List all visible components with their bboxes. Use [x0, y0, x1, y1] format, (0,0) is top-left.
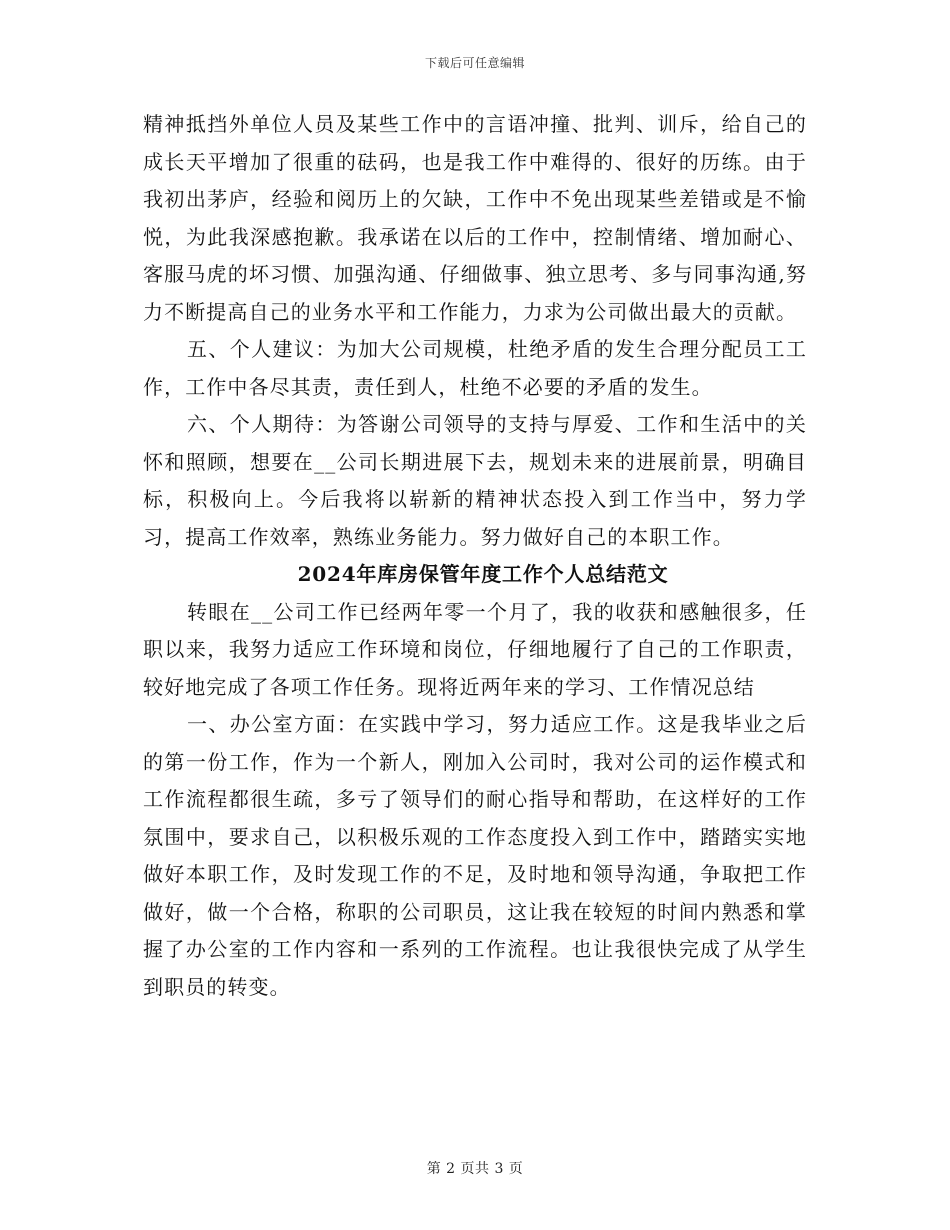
document-body: [143, 106, 807, 1006]
document-title: 2024年库房保管年度工作个人总结范文: [297, 562, 669, 586]
paragraph-intro: 转眼在__公司工作已经两年零一个月了，我的收获和感触很多，任职以来，我努力适应工作环境和岗位，仔细地履行了自己的工作职责，较好地完成了各项工作任务。现将近两年来的学习、工作情况总结: [143, 599, 807, 699]
page-footer: 第 2 页共 3 页: [426, 1161, 524, 1177]
paragraph-personal-expectation: 六、个人期待：为答谢公司领导的支持与厚爱、工作和生活中的关怀和照顾，想要在__公司长期进展下去，规划未来的进展前景，明确目标，积极向上。今后我将以崭新的精神状态投入到工作当中，努力学习，提高工作效率，熟练业务能力。努力做好自己的本职工作。: [143, 412, 807, 549]
paragraph-personal-suggestion: 五、个人建议：为加大公司规模，杜绝矛盾的发生合理分配员工工作，工作中各尽其责，责任到人，杜绝不必要的矛盾的发生。: [143, 337, 807, 399]
paragraph-office-section: 一、办公室方面：在实践中学习，努力适应工作。这是我毕业之后的第一份工作，作为一个新人，刚加入公司时，我对公司的运作模式和工作流程都很生疏，多亏了领导们的耐心指导和帮助，在这样好的工作氛围中，要求自己，以积极乐观的工作态度投入到工作中，踏踏实实地做好本职工作，及时发现工作的不足，及时地和领导沟通，争取把工作做好，做一个合格，称职的公司职员，这让我在较短的时间内熟悉和掌握了办公室的工作内容和一系列的工作流程。也让我很快完成了从学生到职员的转变。: [143, 712, 807, 999]
page-header: 下载后可任意编辑: [424, 56, 525, 70]
paragraph-continuation: 精神抵挡外单位人员及某些工作中的言语冲撞、批判、训斥，给自己的成长天平增加了很重的砝码，也是我工作中难得的、很好的历练。由于我初出茅庐，经验和阅历上的欠缺，工作中不免出现某些差错或是不愉悦，为此我深感抱歉。我承诺在以后的工作中，控制情绪、增加耐心、客服马虎的坏习惯、加强沟通、仔细做事、独立思考、多与同事沟通,努力不断提高自己的业务水平和工作能力，力求为公司做出最大的贡献。: [143, 112, 807, 324]
